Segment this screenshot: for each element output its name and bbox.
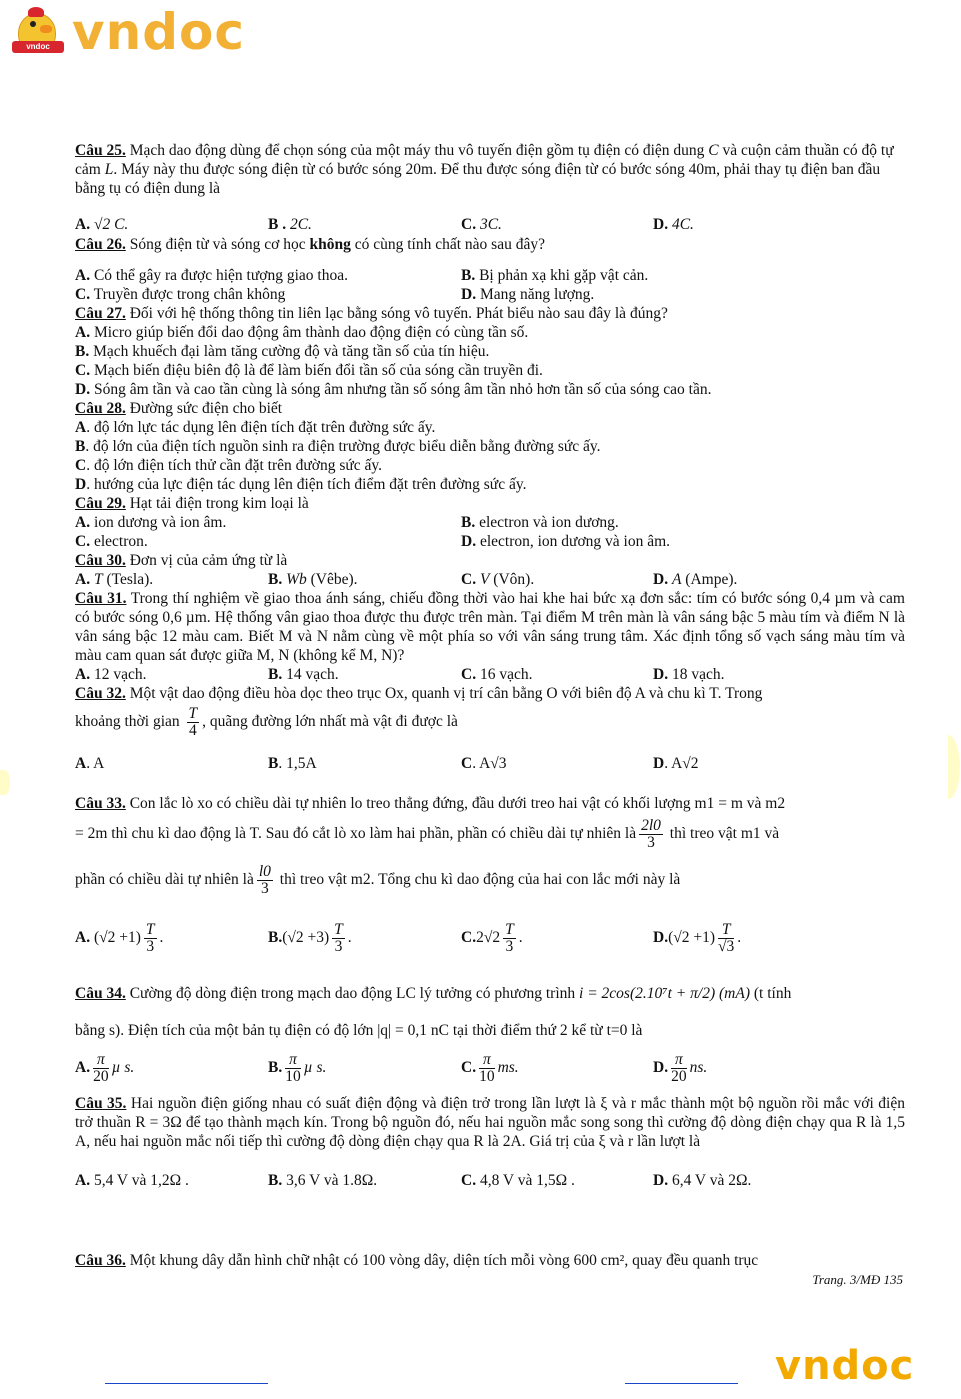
option-d[interactable]: D. $\frac{\pi}{20}$ ns. xyxy=(653,1051,708,1085)
question-32: Câu 32. Một vật dao động điều hòa dọc theo trục Ox, quanh vị trí cân bằng O với biên độ A và chu kì T. Trong xyxy=(75,685,763,702)
option-c[interactable]: C. A√3 xyxy=(461,755,507,772)
option-d[interactable]: D. 4C. xyxy=(653,216,694,233)
option-d[interactable]: D. hướng của lực điện tác dụng lên điện tích điểm đặt trên đường sức ấy. xyxy=(75,476,527,493)
fraction: $\frac{T}{4}$ xyxy=(188,705,198,739)
option-c[interactable]: C. Truyền được trong chân không xyxy=(75,286,286,303)
option-d[interactable]: D. 6,4 V và 2Ω. xyxy=(653,1172,752,1189)
question-label: Câu 34. xyxy=(75,985,126,1002)
q33-line2: = 2m thì chu kì dao động là T. Sau đó cắt lò xo làm hai phần, phần có chiều dài tự nhiên là $\frac{2l0}{3}$ thì treo vật m1 và xyxy=(75,817,780,851)
option-c[interactable]: C. $\frac{\pi}{10}$ ms. xyxy=(461,1051,519,1085)
option-c[interactable]: C. V (Vôn). xyxy=(461,571,535,588)
option-b[interactable]: B. electron và ion dương. xyxy=(461,514,619,531)
q34-line2: bằng s). Điện tích của một bản tụ điện có độ lớn |q| = 0,1 nC tại thời điểm thứ 2 kể từ t=0 là xyxy=(75,1022,643,1039)
question-25: Câu 25. Mạch dao động dùng để chọn sóng của một máy thu vô tuyến điện gồm tụ điện có điện dung C và cuộn cảm thuần có độ tự cảm L. Máy này thu được sóng điện từ có bước sóng 20m. Để thu được sóng điện từ có bước sóng 40m, phải thay tụ điện ban đầu bằng tụ có điện dung là xyxy=(75,142,894,197)
question-35: Câu 35. Hai nguồn điện giống nhau có suất điện động và điện trở trong lần lượt là ξ và r mắc thành một bộ nguồn rồi mắc với điện trở thuần R = 3Ω để tạo thành mạch kín. Trong bộ nguồn đó, nếu hai nguồn mắc song song thì cường độ dòng điện chạy qua R là 1,5 A, nếu hai nguồn mắc nối tiếp thì cường độ dòng điện chạy qua R là 2A. Giá trị của ξ và r lần lượt là xyxy=(75,1095,905,1150)
option-a[interactable]: A. ion dương và ion âm. xyxy=(75,514,227,531)
option-a[interactable]: A. Micro giúp biến đổi dao động âm thành dao động điện có cùng tần số. xyxy=(75,324,529,341)
option-c[interactable]: C. electron. xyxy=(75,533,148,550)
fraction: $\frac{l0}{3}$ xyxy=(258,863,271,897)
option-b[interactable]: B. Wb (Vêbe). xyxy=(268,571,358,588)
option-b[interactable]: B. 14 vạch. xyxy=(268,666,339,683)
option-d[interactable]: D. electron, ion dương và ion âm. xyxy=(461,533,671,550)
vndoc-logo-bottom[interactable]: vndoc xyxy=(775,1343,915,1389)
question-label: Câu 28. xyxy=(75,400,126,417)
question-label: Câu 32. xyxy=(75,685,126,702)
option-c[interactable]: C.2√2 $\frac{T}{3}$ . xyxy=(461,921,523,955)
question-label: Câu 35. xyxy=(75,1095,127,1112)
option-b[interactable]: B. Mạch khuếch đại làm tăng cường độ và tăng tần số của tín hiệu. xyxy=(75,343,490,360)
equation: i = 2cos(2.10⁷t + π/2) (mA) xyxy=(579,985,750,1002)
question-27: Câu 27. Đối với hệ thống thông tin liên lạc bằng sóng vô tuyến. Phát biểu nào sau đây là đúng? A. Micro giúp biến đổi dao động âm thành dao động điện có cùng tần số. B. Mạch khuếch đại làm tăng cường độ và tăng tần số của tín hiệu. C. Mạch biến điệu biên độ là để làm biến đổi tần số của sóng cần truyền đi. D. Sóng âm tần và cao tần cùng là sóng âm nhưng tần số sóng âm tần nhỏ hơn tần số của sóng cao tần. xyxy=(75,304,905,399)
option-a[interactable]: A. (√2 +1) $\frac{T}{3}$ . xyxy=(75,921,164,955)
option-c[interactable]: C. Mạch biến điệu biên độ là để làm biến đổi tần số của sóng cần truyền đi. xyxy=(75,362,543,379)
question-30: Câu 30. Đơn vị của cảm ứng từ là xyxy=(75,552,288,569)
question-label: Câu 26. xyxy=(75,236,126,253)
option-b[interactable]: B.(√2 +3) $\frac{T}{3}$ . xyxy=(268,921,352,955)
option-b[interactable]: B. 1,5A xyxy=(268,755,317,772)
option-d[interactable]: D. Mang năng lượng. xyxy=(461,286,595,303)
option-a[interactable]: A. độ lớn lực tác dụng lên điện tích đặt trên đường sức ấy. xyxy=(75,419,436,436)
option-d[interactable]: D. 18 vạch. xyxy=(653,666,725,683)
option-c[interactable]: C. độ lớn điện tích thử cần đặt trên đường sức ấy. xyxy=(75,457,383,474)
page-number: Trang. 3/MĐ 135 xyxy=(812,1272,903,1287)
question-29: Câu 29. Hạt tải điện trong kim loại là xyxy=(75,495,309,512)
q32-line2: khoảng thời gian $\frac{T}{4}$ , quãng đường lớn nhất mà vật đi được là xyxy=(75,705,458,739)
question-label: Câu 29. xyxy=(75,495,126,512)
question-31: Câu 31. Trong thí nghiệm về giao thoa ánh sáng, chiếu đồng thời vào hai khe hai bức xạ đơn sắc: tím có bước sóng 0,4 µm và cam có bước sóng 0,6 µm. Hệ thống vân giao thoa được thu được trên màn. Tại điểm M trên màn là vân sáng bậc 5 màu tím và điểm N là vân sáng bậc 12 màu cam. Biết M và N nằm cùng về một phía so với vân sáng trung tâm. Xác định tổng số vạch sáng màu tím và màu cam quan sát được giữa M, N (không kể M, N)? xyxy=(75,590,905,664)
option-c[interactable]: C. 4,8 V và 1,5Ω . xyxy=(461,1172,575,1189)
option-d[interactable]: D.(√2 +1) $\frac{T}{√3}$ . xyxy=(653,921,742,955)
option-a[interactable]: A. $\frac{\pi}{20}$ µ s. xyxy=(75,1051,135,1085)
option-d[interactable]: D. A√2 xyxy=(653,755,699,772)
mascot-chick-icon xyxy=(10,7,66,57)
decorative-shape xyxy=(948,735,960,799)
option-d[interactable]: D. A (Ampe). xyxy=(653,571,738,588)
question-34: Câu 34. Cường độ dòng điện trong mạch dao động LC lý tưởng có phương trình i = 2cos(2.10⁷t + π/2) (mA) (t tính xyxy=(75,985,792,1002)
option-b[interactable]: B. độ lớn của điện tích nguồn sinh ra điện trường được biểu diễn bằng đường sức ấy. xyxy=(75,438,601,455)
question-label: Câu 33. xyxy=(75,795,126,812)
option-b[interactable]: B. $\frac{\pi}{10}$ µ s. xyxy=(268,1051,327,1085)
question-label: Câu 30. xyxy=(75,552,126,569)
question-28: Câu 28. Đường sức điện cho biết A. độ lớn lực tác dụng lên điện tích đặt trên đường sức ấy. B. độ lớn của điện tích nguồn sinh ra điện trường được biểu diễn bằng đường sức ấy. C. độ lớn điện tích thử cần đặt trên đường sức ấy. D. hướng của lực điện tác dụng lên điện tích điểm đặt trên đường sức ấy. xyxy=(75,399,905,494)
vndoc-logo-top[interactable] xyxy=(10,3,245,61)
option-b[interactable]: B. 3,6 V và 1.8Ω. xyxy=(268,1172,378,1189)
mascot-ribbon: vndoc xyxy=(12,41,64,53)
question-33: Câu 33. Con lắc lò xo có chiều dài tự nhiên lo treo thẳng đứng, đầu dưới treo hai vật có khối lượng m1 = m và m2 xyxy=(75,795,786,812)
option-b[interactable]: B . 2C. xyxy=(268,216,312,233)
fraction: $\frac{2l0}{3}$ xyxy=(641,817,661,851)
question-label: Câu 27. xyxy=(75,305,126,322)
option-a[interactable]: A. 5,4 V và 1,2Ω . xyxy=(75,1172,189,1189)
footer-link-underline[interactable] xyxy=(105,1383,268,1384)
brand-wordmark: vndoc xyxy=(72,3,245,61)
question-label: Câu 31. xyxy=(75,590,127,607)
question-36: Câu 36. Một khung dây dẫn hình chữ nhật có 100 vòng dây, diện tích mỗi vòng 600 cm², quay đều quanh trục xyxy=(75,1252,759,1269)
decorative-shape xyxy=(0,770,10,795)
q33-line3: phần có chiều dài tự nhiên là $\frac{l0}{3}$ thì treo vật m2. Tổng chu kì dao động của hai con lắc mới này là xyxy=(75,863,681,897)
option-a[interactable]: A. 12 vạch. xyxy=(75,666,147,683)
question-label: Câu 25. xyxy=(75,142,126,159)
option-c[interactable]: C. 3C. xyxy=(461,216,502,233)
option-a[interactable]: A. √2 C. xyxy=(75,216,129,233)
question-26: Câu 26. Sóng điện từ và sóng cơ học không có cùng tính chất nào sau đây? xyxy=(75,236,545,253)
option-b[interactable]: B. Bị phản xạ khi gặp vật cản. xyxy=(461,267,649,284)
question-label: Câu 36. xyxy=(75,1252,126,1269)
footer-link-underline[interactable] xyxy=(625,1383,738,1384)
option-a[interactable]: A. T (Tesla). xyxy=(75,571,154,588)
option-d[interactable]: D. Sóng âm tần và cao tần cùng là sóng âm nhưng tần số sóng âm tần nhỏ hơn tần số của sóng cao tần. xyxy=(75,381,712,398)
option-c[interactable]: C. 16 vạch. xyxy=(461,666,533,683)
option-a[interactable]: A. A xyxy=(75,755,105,772)
option-a[interactable]: A. Có thể gây ra được hiện tượng giao thoa. xyxy=(75,267,348,284)
